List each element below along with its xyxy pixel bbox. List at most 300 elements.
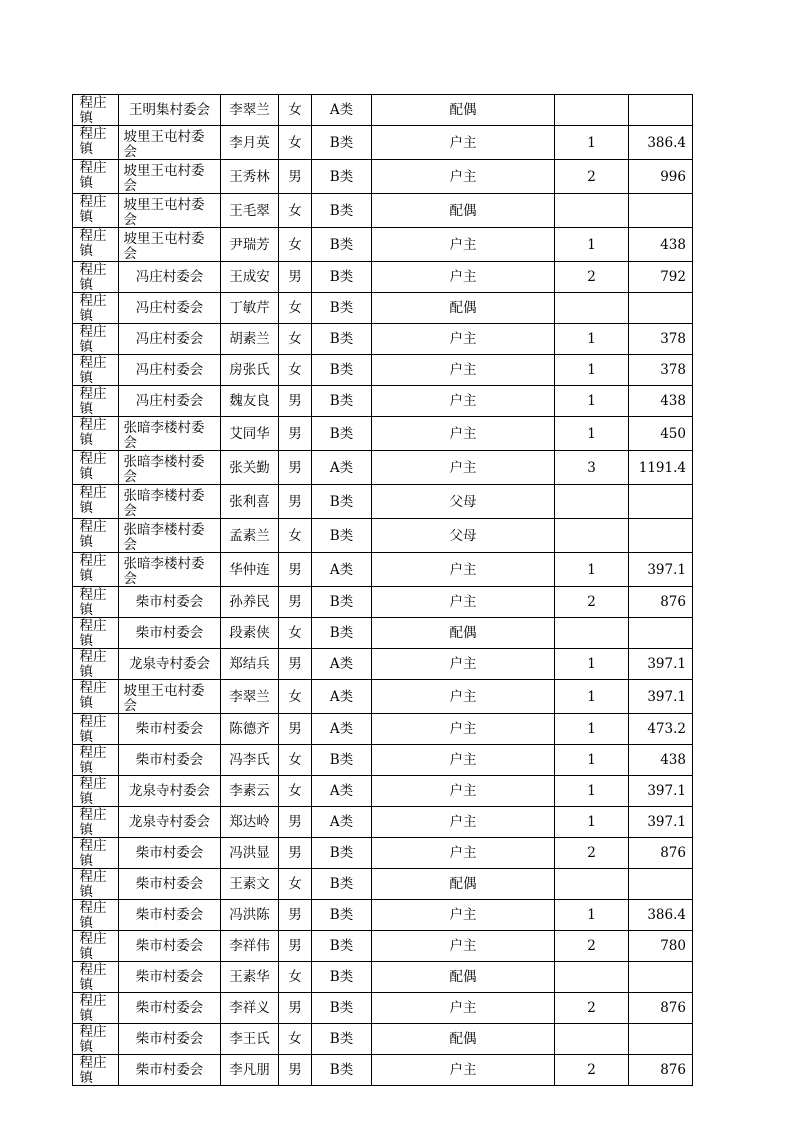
village-cell: 柴市村委会 <box>119 745 221 776</box>
count-cell <box>555 519 629 553</box>
town-cell <box>73 618 119 649</box>
name-cell: 孙养民 <box>221 587 279 618</box>
count-cell: 2 <box>555 587 629 618</box>
category-cell: A类 <box>312 680 372 714</box>
amount-cell: 386.4 <box>629 126 693 160</box>
town-cell-text: 程庄镇 <box>79 900 107 930</box>
village-cell: 冯庄村委会 <box>119 386 221 417</box>
amount-cell <box>629 95 693 126</box>
count-cell: 2 <box>555 160 629 194</box>
gender-cell: 女 <box>279 228 312 262</box>
town-cell <box>73 126 119 160</box>
name-cell: 李王氏 <box>221 1024 279 1055</box>
name-cell: 李月英 <box>221 126 279 160</box>
roster-body <box>73 95 693 1086</box>
village-cell: 柴市村委会 <box>119 900 221 931</box>
town-cell <box>73 386 119 417</box>
town-cell <box>73 587 119 618</box>
village-cell-text: 坡里王屯村委会 <box>123 163 205 193</box>
town-cell-text: 程庄镇 <box>79 126 107 156</box>
count-cell: 1 <box>555 386 629 417</box>
village-cell <box>119 553 221 587</box>
relation-cell: 户主 <box>372 228 555 262</box>
amount-cell <box>629 485 693 519</box>
village-cell: 柴市村委会 <box>119 714 221 745</box>
town-cell <box>73 95 119 126</box>
count-cell: 2 <box>555 838 629 869</box>
relation-cell: 父母 <box>372 519 555 553</box>
town-cell-text: 程庄镇 <box>79 194 107 224</box>
count-cell: 2 <box>555 262 629 293</box>
amount-cell: 438 <box>629 228 693 262</box>
gender-cell: 男 <box>279 807 312 838</box>
town-cell <box>73 519 119 553</box>
table-row <box>73 293 693 324</box>
gender-cell: 女 <box>279 618 312 649</box>
relation-cell: 户主 <box>372 160 555 194</box>
count-cell <box>555 869 629 900</box>
count-cell: 1 <box>555 900 629 931</box>
gender-cell: 女 <box>279 126 312 160</box>
gender-cell: 男 <box>279 931 312 962</box>
name-cell: 尹瑞芳 <box>221 228 279 262</box>
category-cell: B类 <box>312 1024 372 1055</box>
relation-cell: 配偶 <box>372 962 555 993</box>
village-cell: 柴市村委会 <box>119 1055 221 1086</box>
category-cell: B类 <box>312 386 372 417</box>
name-cell: 魏友良 <box>221 386 279 417</box>
town-cell-text: 程庄镇 <box>79 553 107 583</box>
name-cell: 李翠兰 <box>221 680 279 714</box>
name-cell: 王秀林 <box>221 160 279 194</box>
amount-cell: 397.1 <box>629 776 693 807</box>
town-cell <box>73 1024 119 1055</box>
category-cell: B类 <box>312 519 372 553</box>
amount-cell: 876 <box>629 587 693 618</box>
town-cell <box>73 900 119 931</box>
town-cell <box>73 228 119 262</box>
category-cell: B类 <box>312 993 372 1024</box>
count-cell: 1 <box>555 745 629 776</box>
town-cell-text: 程庄镇 <box>79 680 107 710</box>
gender-cell: 男 <box>279 451 312 485</box>
amount-cell: 876 <box>629 993 693 1024</box>
count-cell: 1 <box>555 553 629 587</box>
category-cell: B类 <box>312 194 372 228</box>
name-cell: 王素华 <box>221 962 279 993</box>
category-cell: B类 <box>312 293 372 324</box>
amount-cell: 780 <box>629 931 693 962</box>
count-cell: 1 <box>555 807 629 838</box>
name-cell: 艾同华 <box>221 417 279 451</box>
gender-cell: 男 <box>279 553 312 587</box>
town-cell-text: 程庄镇 <box>79 519 107 549</box>
relation-cell: 户主 <box>372 262 555 293</box>
town-cell <box>73 838 119 869</box>
relation-cell: 配偶 <box>372 95 555 126</box>
village-cell-text: 张暗李楼村委会 <box>123 522 205 552</box>
amount-cell: 378 <box>629 355 693 386</box>
town-cell-text: 程庄镇 <box>79 714 107 744</box>
town-cell <box>73 993 119 1024</box>
gender-cell: 女 <box>279 745 312 776</box>
name-cell: 胡素兰 <box>221 324 279 355</box>
category-cell: B类 <box>312 160 372 194</box>
roster-table <box>72 94 693 1086</box>
village-cell <box>119 485 221 519</box>
amount-cell: 378 <box>629 324 693 355</box>
town-cell-text: 程庄镇 <box>79 1055 107 1085</box>
relation-cell: 户主 <box>372 776 555 807</box>
relation-cell: 户主 <box>372 126 555 160</box>
village-cell-text: 张暗李楼村委会 <box>123 454 205 484</box>
town-cell-text: 程庄镇 <box>79 618 107 648</box>
category-cell: B类 <box>312 228 372 262</box>
relation-cell: 户主 <box>372 553 555 587</box>
amount-cell: 473.2 <box>629 714 693 745</box>
table-row <box>73 228 693 262</box>
village-cell-text: 坡里王屯村委会 <box>123 231 205 261</box>
amount-cell <box>629 618 693 649</box>
town-cell <box>73 869 119 900</box>
amount-cell: 450 <box>629 417 693 451</box>
amount-cell: 397.1 <box>629 680 693 714</box>
category-cell: B类 <box>312 900 372 931</box>
gender-cell: 男 <box>279 838 312 869</box>
relation-cell: 户主 <box>372 417 555 451</box>
name-cell: 李翠兰 <box>221 95 279 126</box>
name-cell: 房张氏 <box>221 355 279 386</box>
village-cell: 冯庄村委会 <box>119 262 221 293</box>
town-cell-text: 程庄镇 <box>79 838 107 868</box>
amount-cell: 876 <box>629 1055 693 1086</box>
table-row <box>73 714 693 745</box>
category-cell: B类 <box>312 962 372 993</box>
town-cell-text: 程庄镇 <box>79 485 107 515</box>
village-cell <box>119 160 221 194</box>
relation-cell: 配偶 <box>372 1024 555 1055</box>
village-cell: 柴市村委会 <box>119 587 221 618</box>
village-cell-text: 坡里王屯村委会 <box>123 197 205 227</box>
count-cell <box>555 1024 629 1055</box>
amount-cell: 1191.4 <box>629 451 693 485</box>
count-cell: 1 <box>555 355 629 386</box>
count-cell: 1 <box>555 680 629 714</box>
gender-cell: 女 <box>279 962 312 993</box>
town-cell-text: 程庄镇 <box>79 451 107 481</box>
count-cell <box>555 95 629 126</box>
amount-cell: 397.1 <box>629 553 693 587</box>
village-cell: 柴市村委会 <box>119 931 221 962</box>
table-row <box>73 869 693 900</box>
relation-cell: 户主 <box>372 807 555 838</box>
name-cell: 王成安 <box>221 262 279 293</box>
table-row <box>73 262 693 293</box>
town-cell-text: 程庄镇 <box>79 807 107 837</box>
category-cell: B类 <box>312 745 372 776</box>
town-cell-text: 程庄镇 <box>79 962 107 992</box>
village-cell: 龙泉寺村委会 <box>119 776 221 807</box>
gender-cell: 女 <box>279 869 312 900</box>
amount-cell <box>629 194 693 228</box>
town-cell-text: 程庄镇 <box>79 587 107 617</box>
amount-cell <box>629 869 693 900</box>
table-row <box>73 900 693 931</box>
village-cell <box>119 451 221 485</box>
town-cell-text: 程庄镇 <box>79 228 107 258</box>
category-cell: A类 <box>312 776 372 807</box>
town-cell <box>73 293 119 324</box>
count-cell <box>555 293 629 324</box>
table-row <box>73 194 693 228</box>
village-cell: 龙泉寺村委会 <box>119 649 221 680</box>
table-row <box>73 355 693 386</box>
town-cell <box>73 1055 119 1086</box>
table-row <box>73 587 693 618</box>
count-cell: 1 <box>555 649 629 680</box>
village-cell <box>119 194 221 228</box>
relation-cell: 户主 <box>372 838 555 869</box>
town-cell <box>73 485 119 519</box>
town-cell <box>73 680 119 714</box>
relation-cell: 户主 <box>372 680 555 714</box>
name-cell: 王素文 <box>221 869 279 900</box>
amount-cell <box>629 519 693 553</box>
relation-cell: 户主 <box>372 355 555 386</box>
name-cell: 陈德齐 <box>221 714 279 745</box>
gender-cell: 男 <box>279 649 312 680</box>
gender-cell: 男 <box>279 1055 312 1086</box>
category-cell: B类 <box>312 324 372 355</box>
town-cell <box>73 962 119 993</box>
category-cell: B类 <box>312 417 372 451</box>
town-cell-text: 程庄镇 <box>79 355 107 385</box>
name-cell: 郑结兵 <box>221 649 279 680</box>
category-cell: A类 <box>312 451 372 485</box>
relation-cell: 配偶 <box>372 869 555 900</box>
table-row <box>73 519 693 553</box>
name-cell: 丁敏芹 <box>221 293 279 324</box>
amount-cell: 792 <box>629 262 693 293</box>
category-cell: B类 <box>312 1055 372 1086</box>
gender-cell: 男 <box>279 160 312 194</box>
village-cell <box>119 228 221 262</box>
town-cell <box>73 553 119 587</box>
name-cell: 李祥伟 <box>221 931 279 962</box>
gender-cell: 男 <box>279 485 312 519</box>
count-cell: 2 <box>555 1055 629 1086</box>
village-cell <box>119 680 221 714</box>
relation-cell: 户主 <box>372 900 555 931</box>
table-row <box>73 553 693 587</box>
category-cell: B类 <box>312 262 372 293</box>
amount-cell: 996 <box>629 160 693 194</box>
table-row <box>73 649 693 680</box>
village-cell-text: 坡里王屯村委会 <box>123 129 205 159</box>
name-cell: 孟素兰 <box>221 519 279 553</box>
category-cell: A类 <box>312 553 372 587</box>
gender-cell: 男 <box>279 587 312 618</box>
relation-cell: 户主 <box>372 386 555 417</box>
count-cell: 1 <box>555 228 629 262</box>
relation-cell: 户主 <box>372 714 555 745</box>
count-cell: 1 <box>555 126 629 160</box>
town-cell-text: 程庄镇 <box>79 293 107 323</box>
town-cell <box>73 745 119 776</box>
relation-cell: 户主 <box>372 324 555 355</box>
category-cell: B类 <box>312 931 372 962</box>
name-cell: 王毛翠 <box>221 194 279 228</box>
name-cell: 李素云 <box>221 776 279 807</box>
count-cell: 1 <box>555 324 629 355</box>
name-cell: 郑达岭 <box>221 807 279 838</box>
count-cell: 1 <box>555 714 629 745</box>
village-cell: 柴市村委会 <box>119 838 221 869</box>
village-cell: 柴市村委会 <box>119 869 221 900</box>
town-cell <box>73 417 119 451</box>
village-cell: 冯庄村委会 <box>119 324 221 355</box>
gender-cell: 男 <box>279 386 312 417</box>
relation-cell: 户主 <box>372 1055 555 1086</box>
relation-cell: 配偶 <box>372 194 555 228</box>
town-cell <box>73 714 119 745</box>
gender-cell: 女 <box>279 1024 312 1055</box>
table-row <box>73 451 693 485</box>
category-cell: A类 <box>312 95 372 126</box>
amount-cell <box>629 1024 693 1055</box>
gender-cell: 男 <box>279 417 312 451</box>
name-cell: 冯李氏 <box>221 745 279 776</box>
name-cell: 李凡朋 <box>221 1055 279 1086</box>
table-row <box>73 417 693 451</box>
count-cell <box>555 485 629 519</box>
gender-cell: 女 <box>279 776 312 807</box>
table-row <box>73 807 693 838</box>
category-cell: B类 <box>312 355 372 386</box>
count-cell <box>555 962 629 993</box>
town-cell <box>73 262 119 293</box>
name-cell: 冯洪显 <box>221 838 279 869</box>
gender-cell: 女 <box>279 324 312 355</box>
village-cell: 柴市村委会 <box>119 962 221 993</box>
count-cell: 1 <box>555 417 629 451</box>
village-cell: 柴市村委会 <box>119 1024 221 1055</box>
relation-cell: 配偶 <box>372 618 555 649</box>
town-cell <box>73 355 119 386</box>
table-row <box>73 745 693 776</box>
gender-cell: 女 <box>279 293 312 324</box>
relation-cell: 户主 <box>372 649 555 680</box>
gender-cell: 女 <box>279 680 312 714</box>
table-row <box>73 160 693 194</box>
village-cell <box>119 417 221 451</box>
village-cell <box>119 126 221 160</box>
gender-cell: 女 <box>279 519 312 553</box>
town-cell-text: 程庄镇 <box>79 649 107 679</box>
table-row <box>73 962 693 993</box>
amount-cell <box>629 962 693 993</box>
town-cell <box>73 194 119 228</box>
table-row <box>73 1024 693 1055</box>
town-cell-text: 程庄镇 <box>79 386 107 416</box>
table-row <box>73 386 693 417</box>
category-cell: B类 <box>312 587 372 618</box>
name-cell: 段素侠 <box>221 618 279 649</box>
amount-cell: 386.4 <box>629 900 693 931</box>
gender-cell: 女 <box>279 194 312 228</box>
relation-cell: 父母 <box>372 485 555 519</box>
name-cell: 李祥义 <box>221 993 279 1024</box>
table-row <box>73 1055 693 1086</box>
category-cell: B类 <box>312 126 372 160</box>
category-cell: B类 <box>312 618 372 649</box>
town-cell-text: 程庄镇 <box>79 95 107 125</box>
amount-cell: 438 <box>629 386 693 417</box>
town-cell <box>73 776 119 807</box>
amount-cell: 397.1 <box>629 649 693 680</box>
town-cell <box>73 931 119 962</box>
town-cell-text: 程庄镇 <box>79 417 107 447</box>
gender-cell: 女 <box>279 95 312 126</box>
amount-cell <box>629 293 693 324</box>
town-cell <box>73 324 119 355</box>
village-cell-text: 张暗李楼村委会 <box>123 556 205 586</box>
town-cell <box>73 649 119 680</box>
village-cell-text: 张暗李楼村委会 <box>123 420 205 450</box>
relation-cell: 户主 <box>372 745 555 776</box>
gender-cell: 男 <box>279 262 312 293</box>
category-cell: B类 <box>312 838 372 869</box>
name-cell: 冯洪陈 <box>221 900 279 931</box>
count-cell: 1 <box>555 776 629 807</box>
table-row <box>73 324 693 355</box>
count-cell: 3 <box>555 451 629 485</box>
gender-cell: 男 <box>279 900 312 931</box>
category-cell: A类 <box>312 714 372 745</box>
town-cell-text: 程庄镇 <box>79 262 107 292</box>
town-cell-text: 程庄镇 <box>79 869 107 899</box>
count-cell <box>555 194 629 228</box>
table-row <box>73 485 693 519</box>
category-cell: B类 <box>312 485 372 519</box>
town-cell <box>73 451 119 485</box>
town-cell-text: 程庄镇 <box>79 776 107 806</box>
town-cell-text: 程庄镇 <box>79 745 107 775</box>
village-cell-text: 张暗李楼村委会 <box>123 488 205 518</box>
table-row <box>73 838 693 869</box>
town-cell-text: 程庄镇 <box>79 1024 107 1054</box>
name-cell: 华仲连 <box>221 553 279 587</box>
village-cell: 冯庄村委会 <box>119 293 221 324</box>
name-cell: 张关勤 <box>221 451 279 485</box>
category-cell: B类 <box>312 869 372 900</box>
town-cell <box>73 807 119 838</box>
relation-cell: 户主 <box>372 993 555 1024</box>
village-cell: 冯庄村委会 <box>119 355 221 386</box>
table-row <box>73 931 693 962</box>
gender-cell: 女 <box>279 355 312 386</box>
amount-cell: 397.1 <box>629 807 693 838</box>
relation-cell: 户主 <box>372 587 555 618</box>
table-row <box>73 680 693 714</box>
table-row <box>73 776 693 807</box>
village-cell: 王明集村委会 <box>119 95 221 126</box>
count-cell: 2 <box>555 993 629 1024</box>
relation-cell: 户主 <box>372 451 555 485</box>
gender-cell: 男 <box>279 714 312 745</box>
category-cell: A类 <box>312 649 372 680</box>
amount-cell: 438 <box>629 745 693 776</box>
